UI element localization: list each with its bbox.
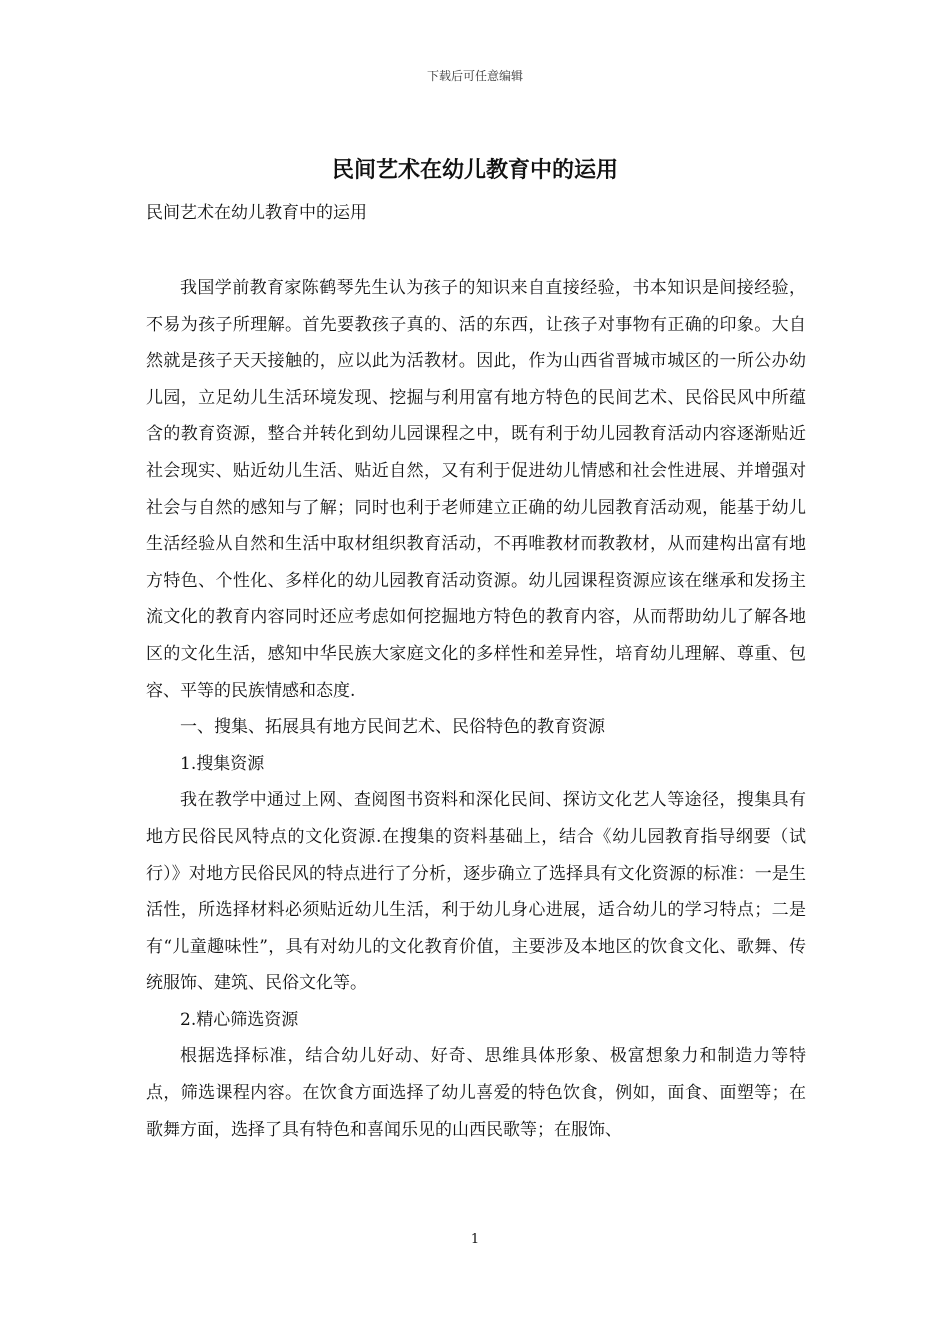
paragraph-select: 根据选择标准，结合幼儿好动、好奇、思维具体形象、极富想象力和制造力等特点，筛选课程内容。在饮食方面选择了幼儿喜爱的特色饮食，例如，面食、面塑等；在歌舞方面，选择了具有特色和喜闻乐见的山西民歌等；在服饰、 — [146, 1046, 806, 1140]
paragraph-collect: 我在教学中通过上网、查阅图书资料和深化民间、探访文化艺人等途径，搜集具有地方民俗民风特点的文化资源.在搜集的资料基础上，结合《幼儿园教育指导纲要（试行）》对地方民俗民风的特点进行了分析，逐步确立了选择具有文化资源的标准：一是生活性，所选择材料必须贴近幼儿生活，利于幼儿身心进展，适合幼儿的学习特点；二是有“儿童趣味性”，具有对幼儿的文化教育价值，主要涉及本地区的饮食文化、歌舞、传统服饰、建筑、民俗文化等。 — [146, 790, 806, 994]
subsection-heading-1: 1.搜集资源 — [180, 753, 265, 774]
section-heading-1: 一、搜集、拓展具有地方民间艺术、民俗特色的教育资源 — [180, 717, 605, 738]
document-title: 民间艺术在幼儿教育中的运用 — [331, 157, 618, 183]
document-subtitle: 民间艺术在幼儿教育中的运用 — [146, 203, 367, 223]
page-number: 1 — [470, 1232, 480, 1247]
paragraph-intro: 我国学前教育家陈鹤琴先生认为孩子的知识来自直接经验，书本知识是间接经验，不易为孩子所理解。首先要教孩子真的、活的东西，让孩子对事物有正确的印象。大自然就是孩子天天接触的，应以此为活教材。因此，作为山西省晋城市城区的一所公办幼儿园，立足幼儿生活环境发现、挖掘与利用富有地方特色的民间艺术、民俗民风中所蕴含的教育资源，整合并转化到幼儿园课程之中，既有利于幼儿园教育活动内容逐渐贴近社会现实、贴近幼儿生活、贴近自然，又有利于促进幼儿情感和社会性进展、并增强对社会与自然的感知与了解；同时也利于老师建立正确的幼儿园教育活动观，能基于幼儿生活经验从自然和生活中取材组织教育活动，不再唯教材而教教材，从而建构出富有地方特色、个性化、多样化的幼儿园教育活动资源。幼儿园课程资源应该在继承和发扬主流文化的教育内容同时还应考虑如何挖掘地方特色的教育内容，从而帮助幼儿了解各地区的文化生活，感知中华民族大家庭文化的多样性和差异性，培育幼儿理解、尊重、包容、平等的民族情感和态度. — [146, 278, 806, 701]
header-note: 下载后可任意编辑 — [426, 69, 523, 83]
document-body — [146, 270, 806, 1148]
subsection-heading-2: 2.精心筛选资源 — [180, 1009, 299, 1030]
